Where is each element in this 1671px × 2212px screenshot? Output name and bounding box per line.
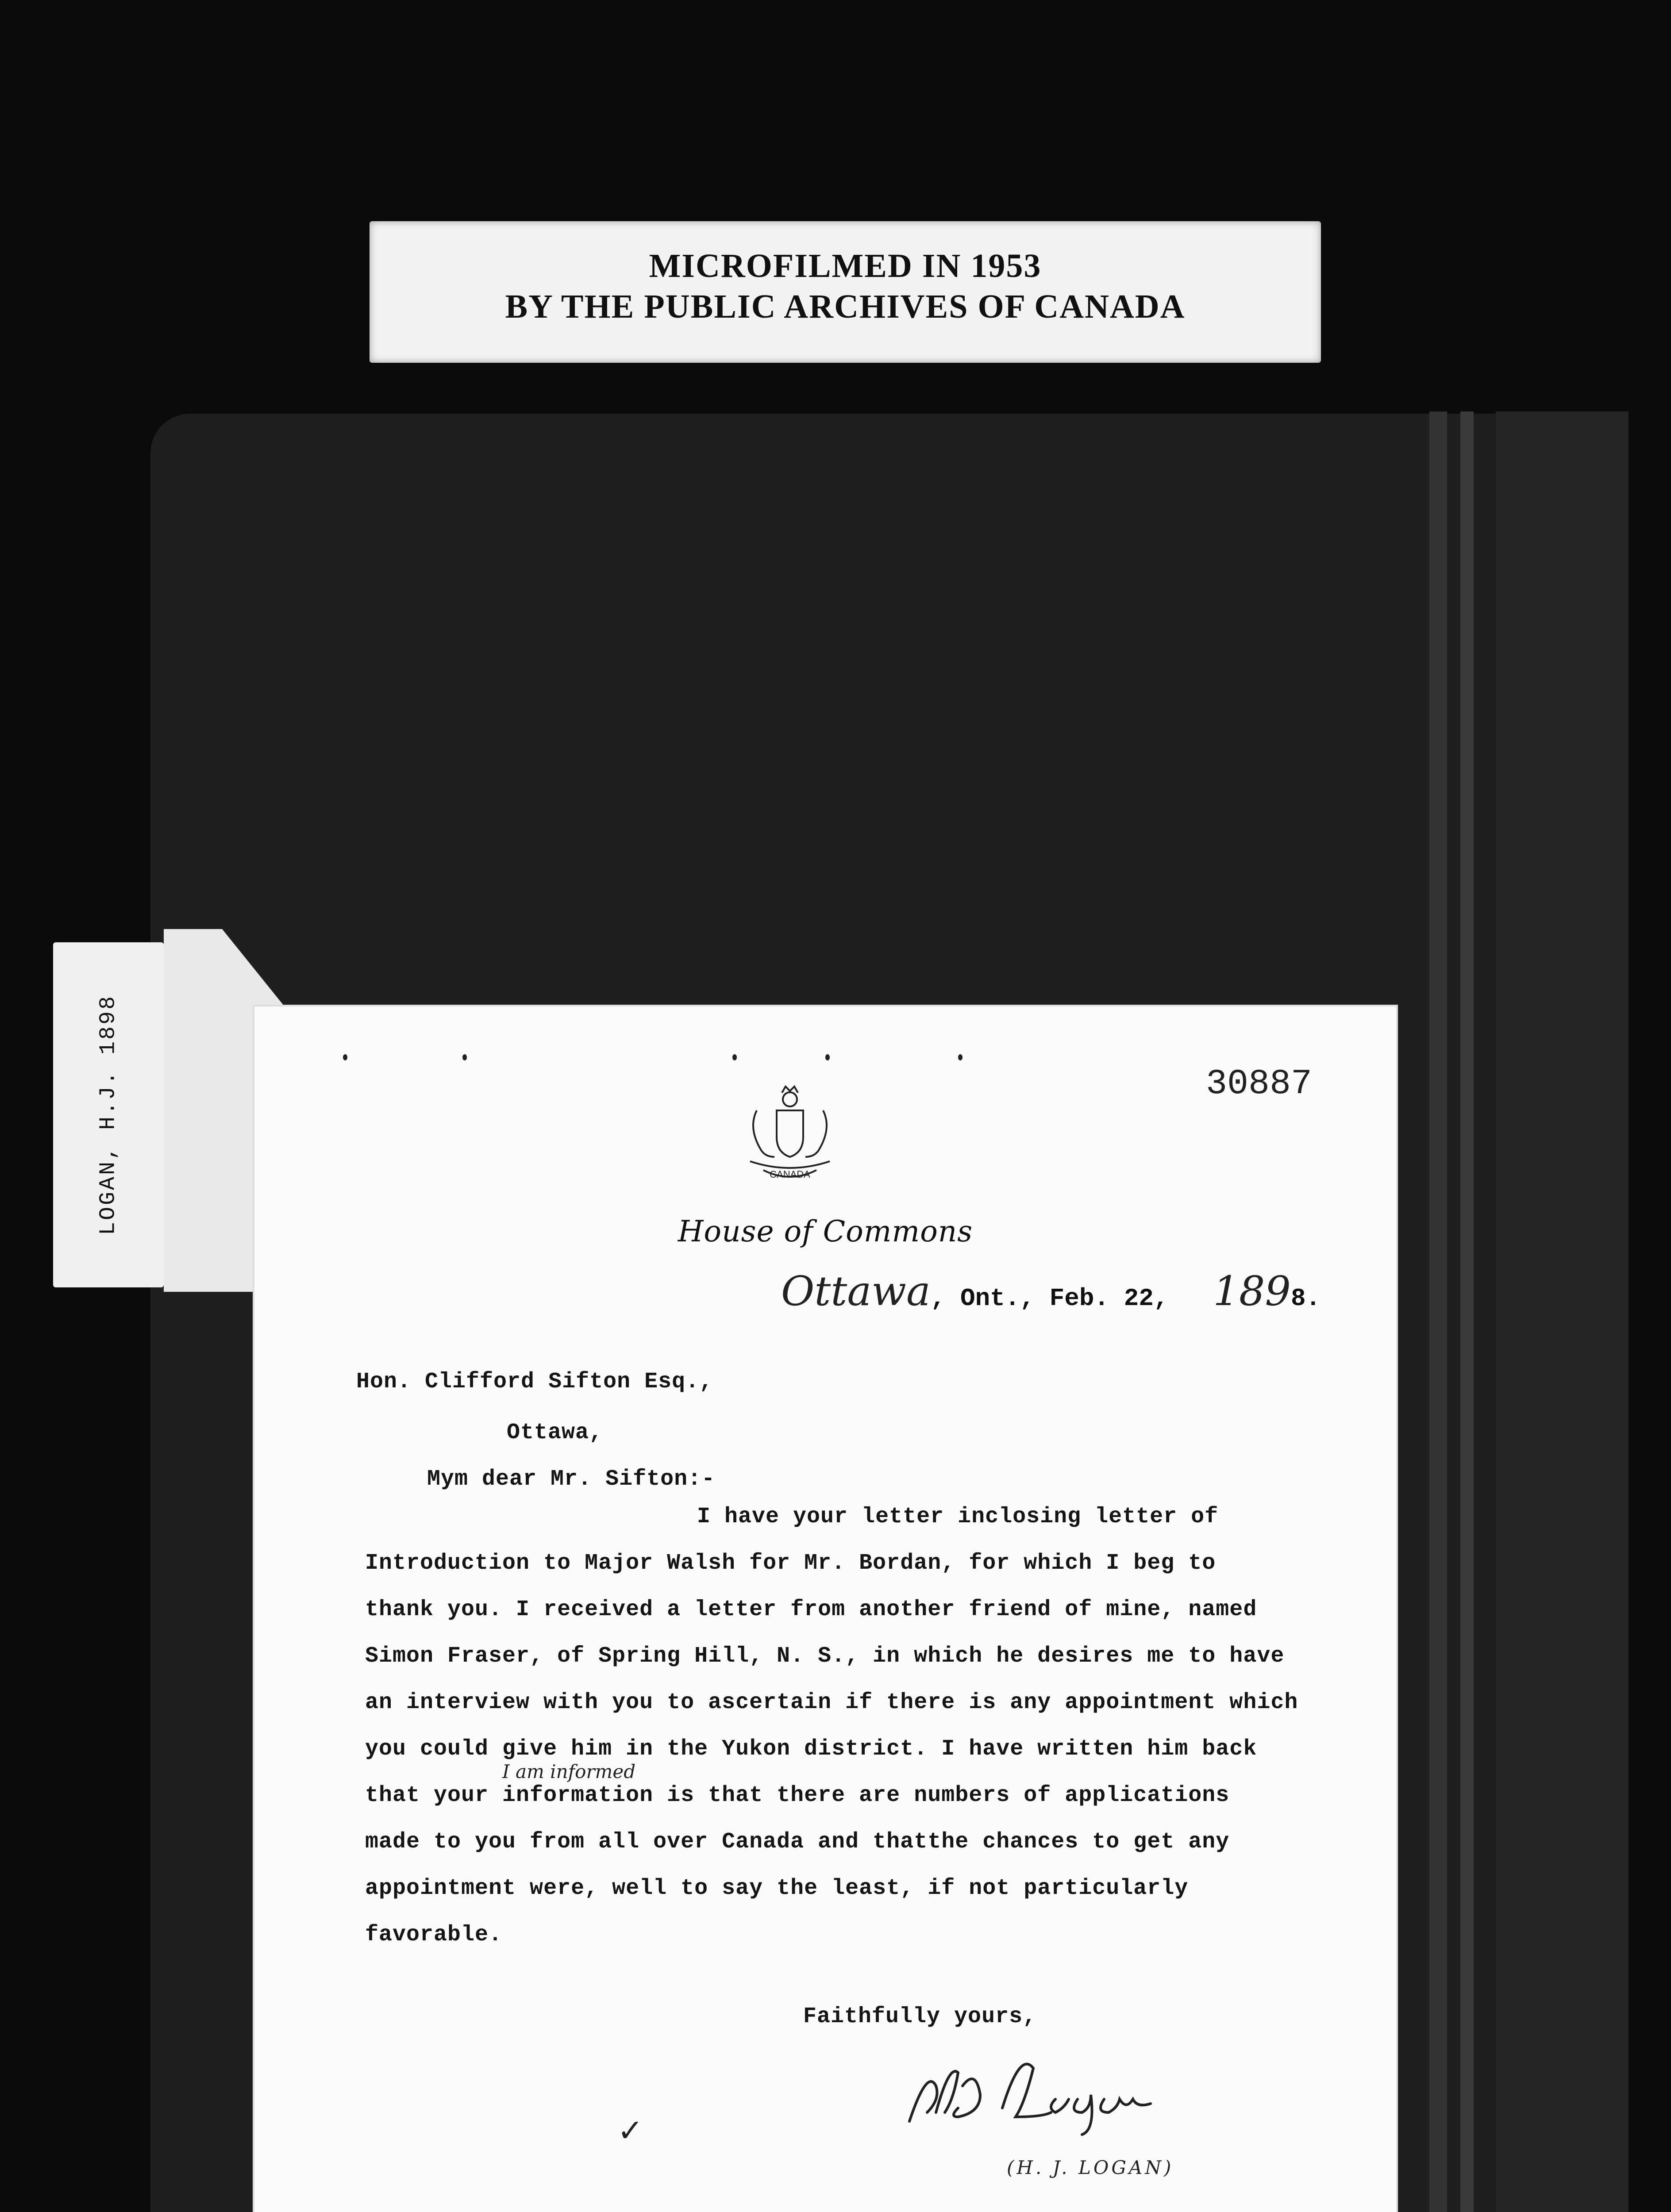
document-number: 30887 [1206,1064,1313,1104]
folder-edge [1496,411,1629,2212]
file-tab [53,942,164,1287]
letterhead-title: House of Commons [678,1214,973,1248]
body-line: that your information is that there are numbers of applications [365,1783,1230,1808]
letter-page [254,1006,1396,2212]
file-tab-label: LOGAN, H.J. 1898 [96,994,121,1236]
salutation: Mym dear Mr. Sifton:- [427,1467,716,1492]
banner-line-2: BY THE PUBLIC ARCHIVES OF CANADA [505,288,1186,325]
folder-edge [1429,411,1447,2212]
royal-coat-of-arms-icon [732,1079,847,1190]
body-line: appointment were, well to say the least, if not particularly [365,1876,1189,1901]
addressee: Hon. Clifford Sifton Esq., [356,1369,713,1394]
date-typed: , Ont., Feb. 22, [930,1284,1169,1313]
body-line: Simon Fraser, of Spring Hill, N. S., in which he desires me to have [365,1644,1285,1669]
address-city: Ottawa, [507,1420,603,1445]
dateline [781,1267,1321,1315]
crest-caption: CANADA [770,1169,810,1180]
handwritten-insertion: I am informed [502,1761,636,1782]
date-year-end: 8. [1290,1284,1321,1313]
banner-line-1: MICROFILMED IN 1953 [649,247,1042,284]
punch-marks [343,1054,963,1063]
closing: Faithfully yours, [803,2004,1037,2029]
folder-edge [1460,411,1474,2212]
body-line: Introduction to Major Walsh for Mr. Bordan, for which I beg to [365,1551,1216,1576]
body-line: favorable. [365,1922,503,1947]
body-line: made to you from all over Canada and thatthe chances to get any [365,1829,1230,1855]
body-line: you could give him in the Yukon district. I have written him back [365,1736,1257,1762]
signature-caption: (H. J. LOGAN) [1007,2157,1174,2178]
microfilm-banner [370,221,1321,363]
body-line: thank you. I received a letter from another friend of mine, named [365,1597,1257,1622]
body-line: I have your letter inclosing letter of [697,1504,1219,1529]
date-year-handwritten: 189 [1213,1267,1291,1315]
date-city-handwritten: Ottawa [781,1267,931,1315]
handwritten-signature [896,2055,1184,2143]
check-mark-icon: ✓ [617,2112,643,2149]
body-line: an interview with you to ascertain if there is any appointment which [365,1690,1298,1715]
